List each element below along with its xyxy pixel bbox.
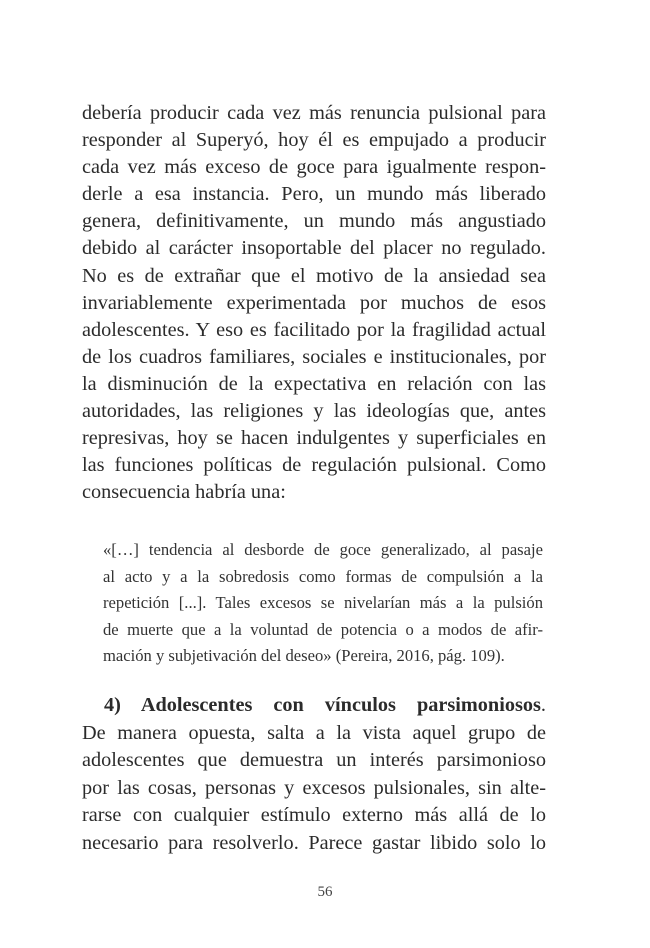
section-paragraph (82, 692, 546, 858)
text-line: cada vez más exceso de goce para igualmente respon- (82, 156, 546, 179)
text-line: adolescentes que demuestra un interés parsimonioso (82, 749, 546, 772)
text-line: necesario para resolverlo. Parece gastar libido solo lo (82, 831, 546, 854)
text-line: No es de extrañar que el motivo de la ansiedad sea (82, 264, 546, 287)
quote-line: mación y subjetivación del deseo» (Pereira, 2016, pág. 109). (103, 646, 505, 665)
text-line: rarse con cualquier estímulo externo más allá de lo (82, 804, 546, 827)
section-heading-punct: . (540, 694, 546, 716)
text-line: debido al carácter insoportable del placer no regulado. (82, 237, 546, 260)
text-line: derle a esa instancia. Pero, un mundo más liberado (82, 183, 546, 206)
quote-line: al acto y a la sobredosis como formas de compulsión a la (103, 566, 543, 586)
quote-line: «[…] tendencia al desborde de goce generalizado, al pasaje (103, 540, 543, 559)
text-line: la disminución de la expectativa en relación con las (82, 372, 546, 395)
text-line: represivas, hoy se hacen indulgentes y superficiales en (82, 427, 546, 450)
page-number: 56 (317, 884, 333, 900)
quote-line: de muerte que a la voluntad de potencia o a modos de afir- (103, 619, 543, 639)
quote-line: repetición [...]. Tales excesos se nivelarían más a la pulsión (103, 593, 543, 612)
text-line: autoridades, las religiones y las ideologías que, antes (82, 400, 546, 423)
section-heading: 4) Adolescentes con vínculos parsimoniosos (104, 694, 541, 716)
text-line: las funciones políticas de regulación pulsional. Como (82, 454, 546, 477)
body-paragraph (82, 100, 546, 506)
text-line: de los cuadros familiares, sociales e institucionales, por (82, 345, 546, 368)
section-heading-line (82, 692, 546, 720)
text-line: invariablemente experimentada por muchos de esos (82, 291, 546, 314)
text-line: debería producir cada vez más renuncia pulsional para (82, 102, 546, 124)
text-line: responder al Superyó, hoy él es empujado a producir (82, 129, 546, 152)
text-line: consecuencia habría una: (82, 481, 286, 504)
text-line: genera, definitivamente, un mundo más angustiado (82, 210, 546, 233)
text-line: por las cosas, personas y excesos pulsionales, sin alte- (82, 776, 546, 799)
block-quote (103, 537, 543, 670)
text-line: De manera opuesta, salta a la vista aquel grupo de (82, 721, 546, 744)
text-line: adolescentes. Y eso es facilitado por la fragilidad actual (82, 318, 546, 341)
